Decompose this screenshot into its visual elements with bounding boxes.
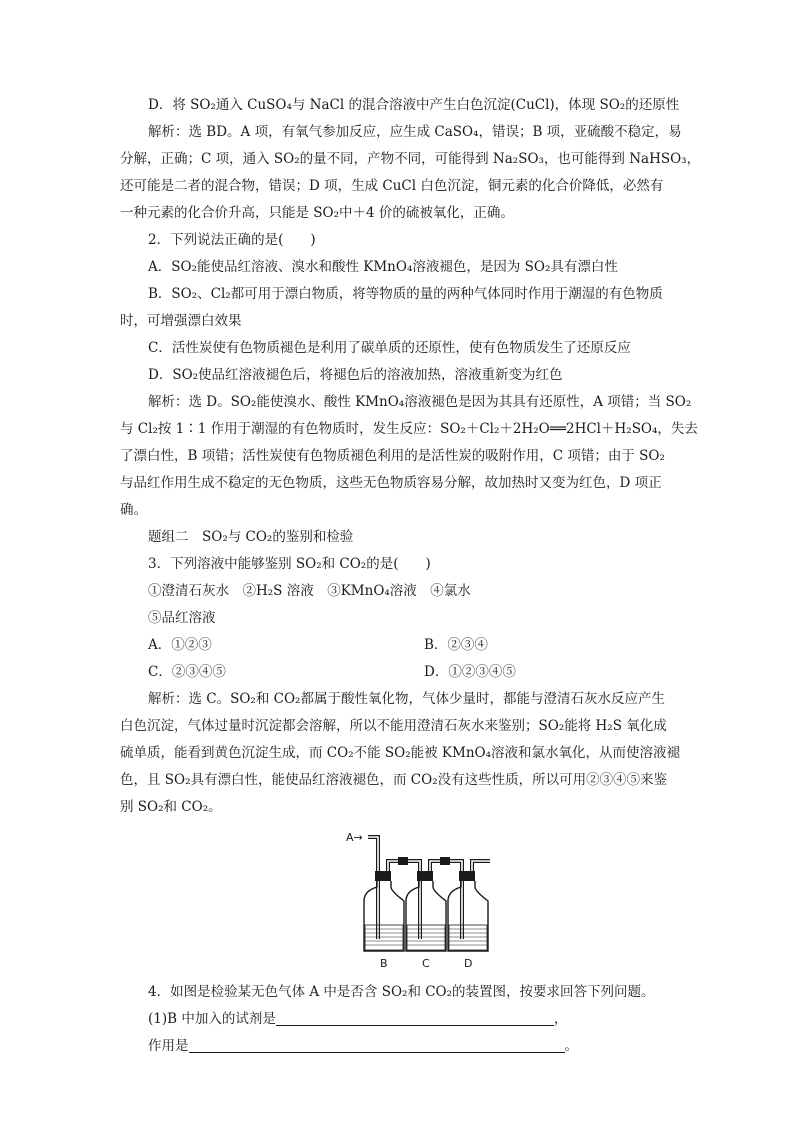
bottle-label-b: B [380,957,388,970]
group-heading: 题组二 SO₂与 CO₂的鉴别和检验 [148,529,354,545]
q4-stem: 4．如图是检验某无色气体 A 中是否含 SO₂和 CO₂的装置图，按要求回答下列问题。 [148,984,655,1000]
q3-items-cont: ⑤品红溶液 [148,610,216,626]
q1-option-d: D．将 SO₂通入 CuSO₄与 NaCl 的混合溶液中产生白色沉淀(CuCl)，体现 SO₂的还原性 [148,97,680,113]
q2-option-d: D．SO₂使品红溶液褪色后，将褪色后的溶液加热，溶液重新变为红色 [148,367,563,383]
bottle-label-d: D [464,957,473,970]
apparatus-figure [120,827,680,977]
q4-part2-suffix: 。 [564,1038,578,1054]
q2-answer-line: 了漂白性，B 项错；活性炭使有色物质褪色利用的是活性炭的吸附作用，C 项错；由于 SO₂ [120,448,665,464]
gas-washing-bottles-diagram [338,827,508,975]
q1-answer-line: 解析：选 BD。A 项，有氧气参加反应，应生成 CaSO₄，错误；B 项，亚硫酸不稳定，易 [148,124,682,140]
bottle-b [364,871,404,951]
q4-part1-suffix: ， [553,1011,568,1027]
q3-answer-line: 别 SO₂和 CO₂。 [120,799,222,815]
q3-answer-line: 白色沉淀，气体过量时沉淀都会溶解，所以不能用澄清石灰水来鉴别；SO₂能将 H₂S 氧化成 [120,718,667,734]
q3-option-c: C．②③④⑤ [148,664,226,680]
q3-stem: 3．下列溶液中能够鉴别 SO₂和 CO₂的是( ) [148,556,431,572]
q1-answer-line: 还可能是二者的混合物，错误；D 项，生成 CuCl 白色沉淀，铜元素的化合价降低，必然有 [120,178,664,194]
q3-option-d: D．①②③④⑤ [424,664,516,680]
q2-option-a: A．SO₂能使品红溶液、溴水和酸性 KMnO₄溶液褪色，是因为 SO₂具有漂白性 [148,259,618,275]
q2-option-c: C．活性炭使有色物质褪色是利用了碳单质的还原性，使有色物质发生了还原反应 [148,340,631,356]
q1-answer-line: 一种元素的化合价升高，只能是 SO₂中＋4 价的硫被氧化，正确。 [120,205,514,221]
q3-answer-line: 解析：选 C。SO₂和 CO₂都属于酸性氧化物，气体少量时，都能与澄清石灰水反应产生 [148,691,665,707]
inlet-label: A→ [346,831,363,844]
q4-part2 [120,1033,680,1060]
q2-option-b-cont: 时，可增强漂白效果 [120,313,242,329]
q4-part1-label: (1)B 中加入的试剂是 [148,1011,276,1027]
q3-option-b: B．②③④ [424,637,488,653]
bottle-c [406,871,446,951]
q3-answer-line: 硫单质，能看到黄色沉淀生成，而 CO₂不能 SO₂能被 KMnO₄溶液和氯水氧化，从而使溶液褪 [120,745,680,761]
tube-clamp [398,857,408,865]
q2-answer-line: 与 Cl₂按 1∶1 作用于潮湿的有色物质时，发生反应：SO₂＋Cl₂＋2H₂O══2HCl＋H₂SO₄，失去 [120,421,698,437]
tube-clamp [440,857,450,865]
q4-part2-label: 作用是 [148,1038,189,1054]
q3-option-a: A．①②③ [148,637,212,653]
answer-blank-reagent[interactable] [276,1009,554,1026]
answer-blank-purpose[interactable] [189,1036,565,1053]
q3-options-cd [120,659,680,686]
q3-options-ab [120,632,680,659]
q3-answer-line: 色，且 SO₂具有漂白性，能使品红溶液褪色，而 CO₂没有这些性质，所以可用②③④⑤来鉴 [120,772,668,788]
q2-answer-line: 确。 [120,502,147,518]
bottle-label-c: C [422,957,430,970]
document-page [120,92,701,1060]
bottle-d [448,871,488,951]
q1-answer-line: 分解，正确；C 项，通入 SO₂的量不同，产物不同，可能得到 Na₂SO₃，也可能得到 NaHSO₃， [120,151,701,167]
q2-stem: 2．下列说法正确的是( ) [148,232,316,248]
q2-answer-line: 解析：选 D。SO₂能使溴水、酸性 KMnO₄溶液褪色是因为其具有还原性，A 项错；当 SO₂ [148,394,692,410]
q4-part1 [120,1006,680,1033]
q3-items: ①澄清石灰水 ②H₂S 溶液 ③KMnO₄溶液 ④氯水 [148,583,471,599]
q2-answer-line: 与品红作用生成不稳定的无色物质，这些无色物质容易分解，故加热时又变为红色，D 项正 [120,475,662,491]
q2-option-b: B．SO₂、Cl₂都可用于漂白物质，将等物质的量的两种气体同时作用于潮湿的有色物质 [148,286,663,302]
